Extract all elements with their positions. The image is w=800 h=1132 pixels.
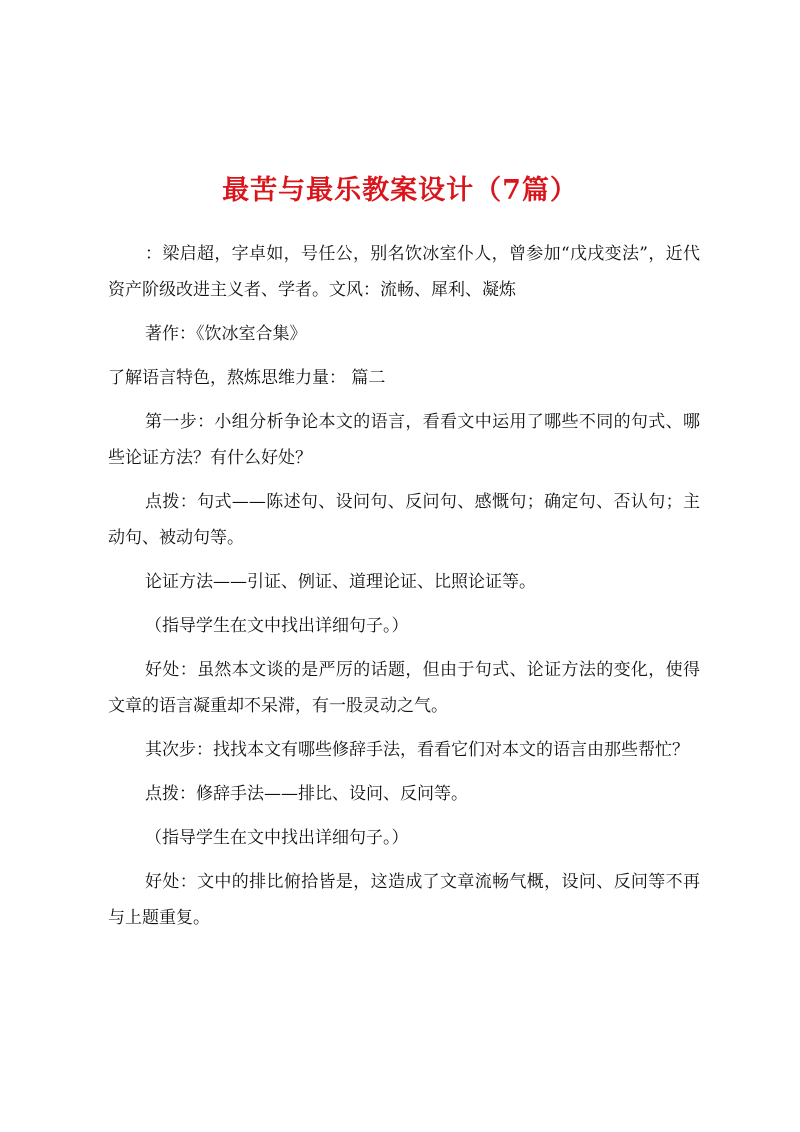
paragraph-works: 著作：《饮冰室合集》 bbox=[145, 324, 307, 344]
paragraph-step-two: 其次步：找找本文有哪些修辞手法，看看它们对本文的语言由那些帮忙？ bbox=[145, 740, 689, 760]
document-title: 最苦与最乐教案设计（7篇） bbox=[222, 175, 578, 206]
paragraph-benefit-2: 好处：文中的排比俯拾皆是，这造成了文章流畅气概，设问、反问等不再与上题重复。 bbox=[108, 872, 700, 928]
paragraph-author-intro: ：梁启超，字卓如，号任公，别名饮冰室仆人，曾参加“戊戌变法”，近代资产阶级改进主义者、学者。文风：流畅、犀利、凝炼 bbox=[108, 244, 700, 300]
paragraph-step-one: 第一步：小组分析争论本文的语言，看看文中运用了哪些不同的句式、哪些论证方法？有什么好处？ bbox=[108, 412, 700, 468]
paragraph-hint-sentences: 点拨：句式——陈述句、设问句、反问句、感慨句；确定句、否认句；主动句、被动句等。 bbox=[108, 492, 700, 548]
paragraph-guide-2: （指导学生在文中找出详细句子。） bbox=[145, 828, 409, 848]
paragraph-hint-rhetoric: 点拨：修辞手法——排比、设问、反问等。 bbox=[145, 784, 468, 804]
document-body bbox=[108, 236, 700, 936]
paragraph-language-goal: 了解语言特色，熬炼思维力量： 篇二 bbox=[108, 368, 386, 388]
paragraph-guide-1: （指导学生在文中找出详细句子。） bbox=[145, 616, 409, 636]
paragraph-argument-methods: 论证方法——引证、例证、道理论证、比照论证等。 bbox=[145, 572, 536, 592]
paragraph-benefit-1: 好处：虽然本文谈的是严厉的话题，但由于句式、论证方法的变化，使得文章的语言凝重却不呆滞，有一股灵动之气。 bbox=[108, 660, 700, 716]
